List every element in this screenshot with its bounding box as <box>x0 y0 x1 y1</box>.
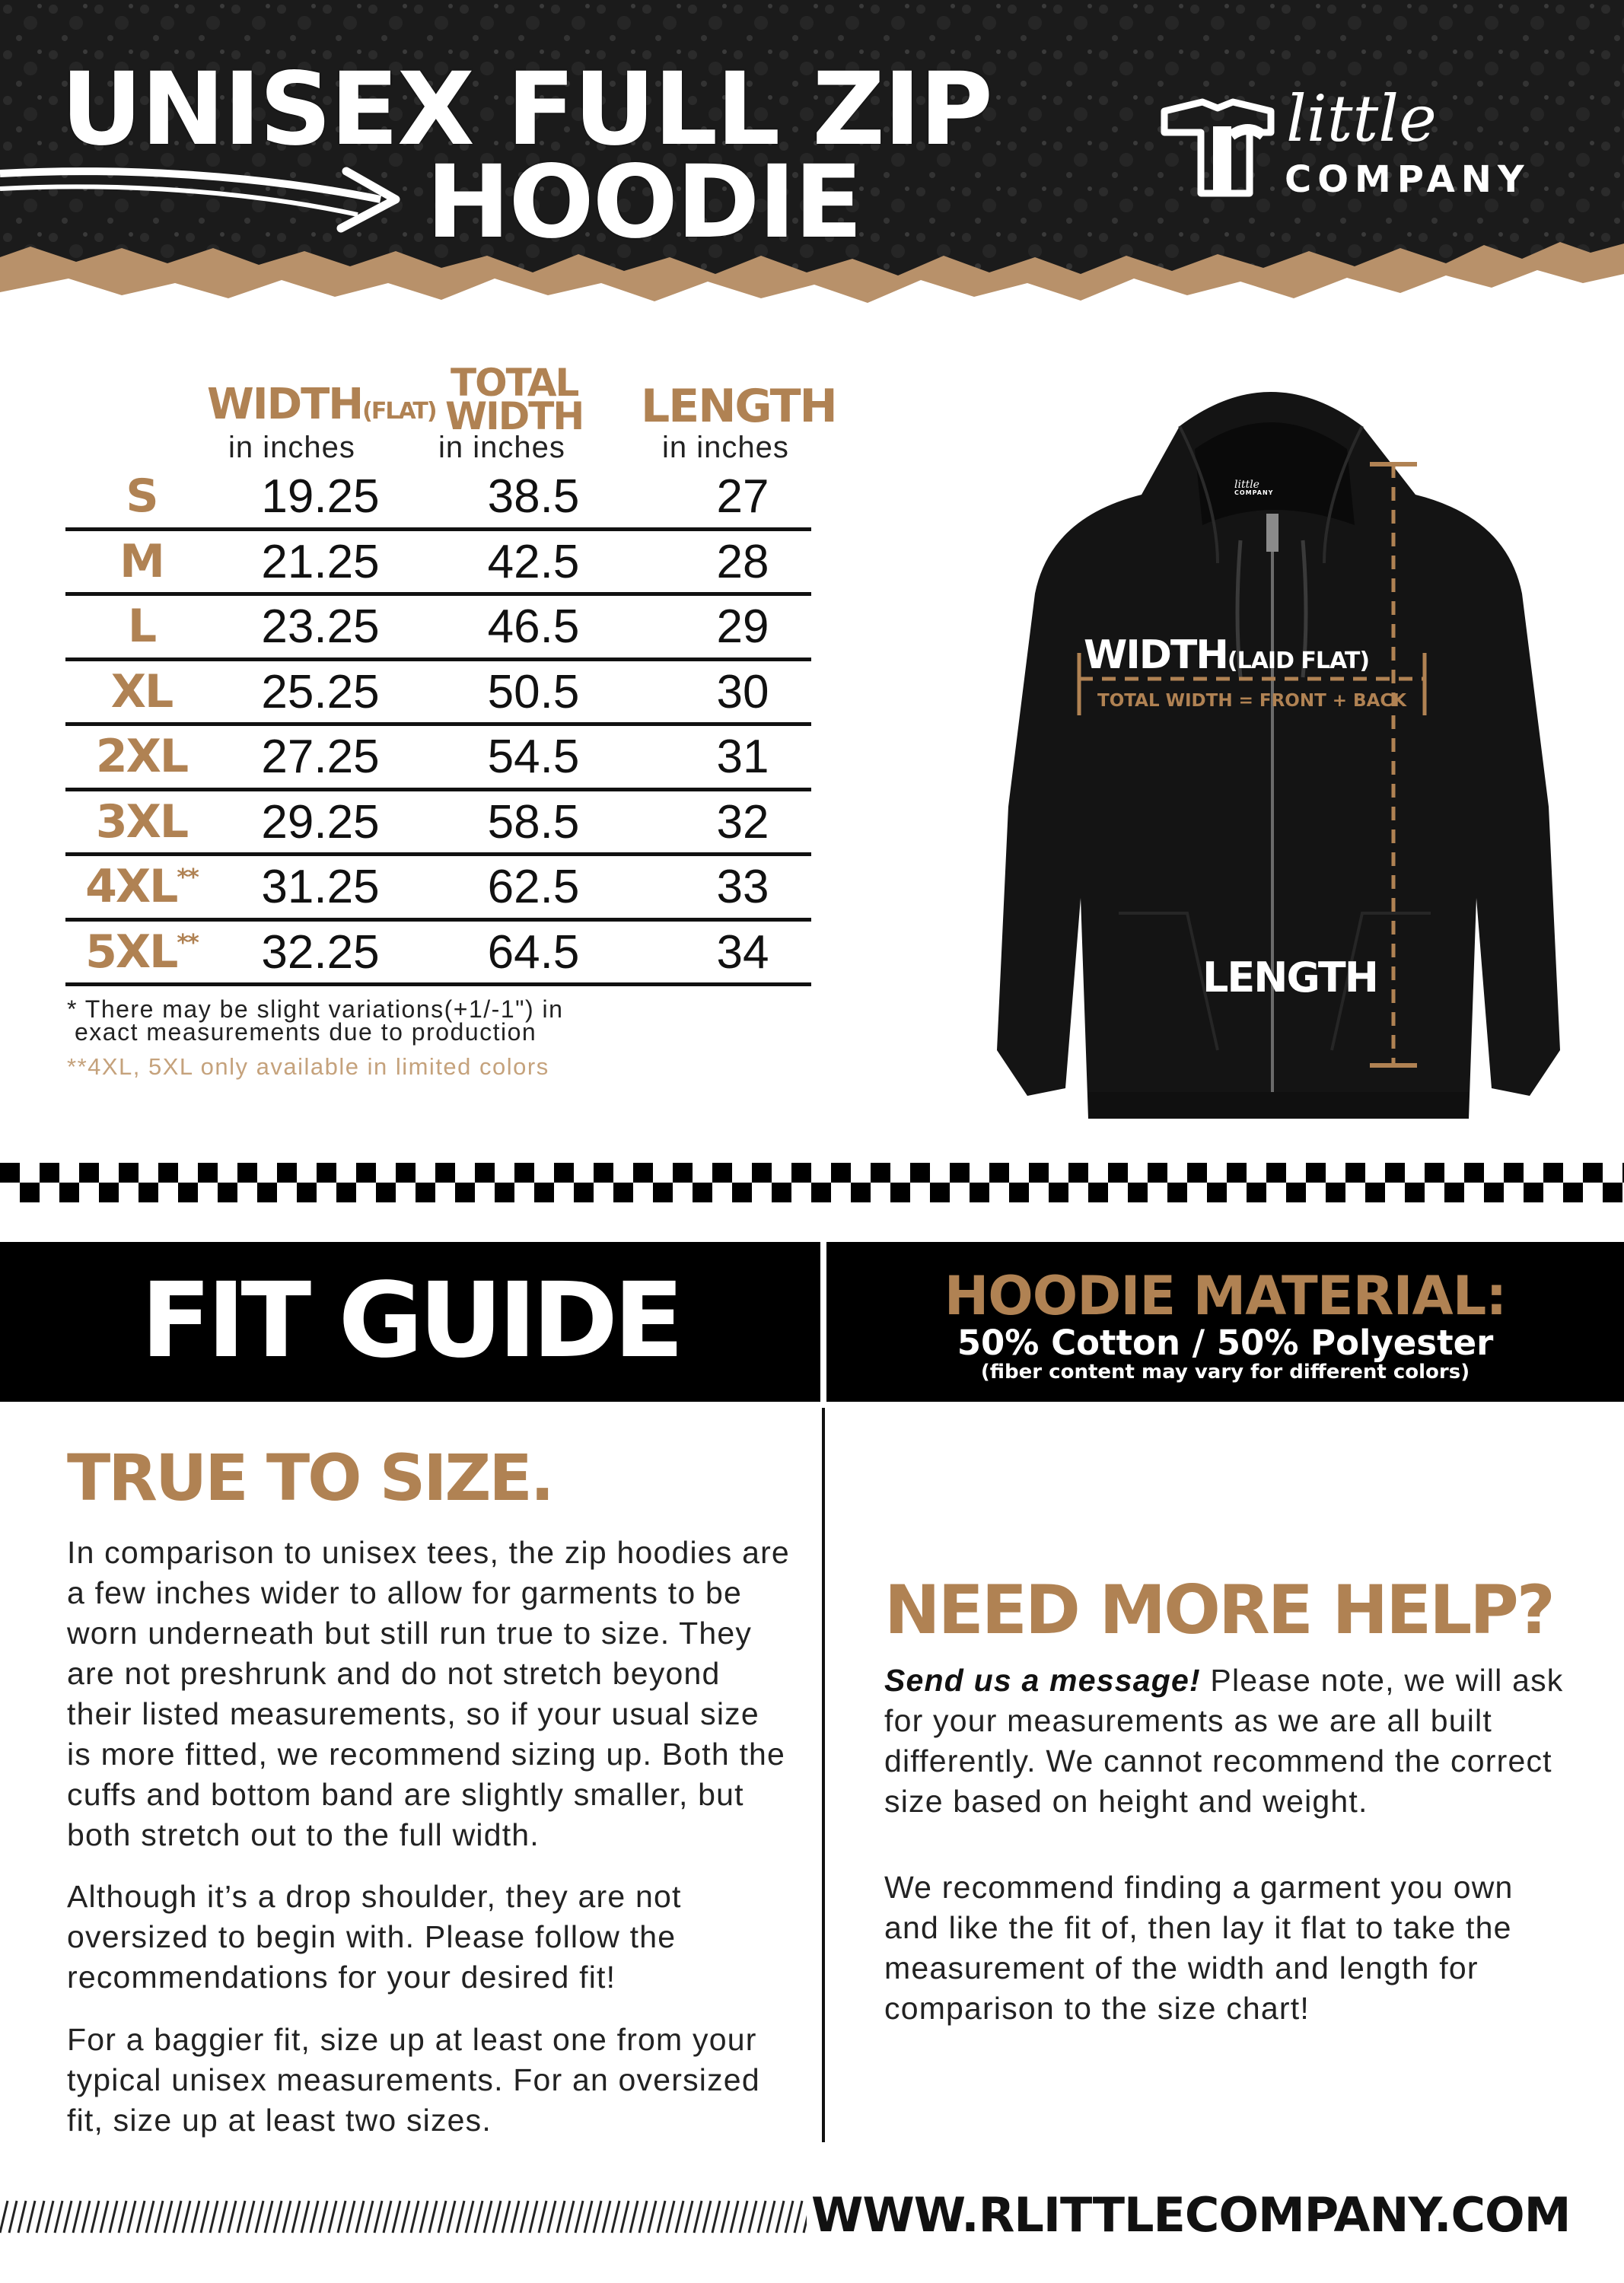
true-to-size-heading: TRUE TO SIZE. <box>67 1441 552 1515</box>
column-header-total-line1: TOTAL <box>451 361 578 405</box>
width-value: 23.25 <box>261 600 380 653</box>
header-banner <box>0 0 1624 327</box>
variation-note-line1: * There may be slight variations(+1/-1") in <box>67 995 564 1023</box>
length-value: 34 <box>716 925 769 979</box>
size-label: XL <box>110 664 173 718</box>
width-value: 31.25 <box>261 861 380 913</box>
logo-company-text: COMPANY <box>1285 158 1530 201</box>
table-row <box>65 466 811 531</box>
total-width-value: 50.5 <box>487 665 580 718</box>
size-label: 2XL <box>95 730 188 783</box>
checker-divider <box>0 1161 1624 1204</box>
column-header-length: LENGTH <box>641 380 836 433</box>
total-width-value: 58.5 <box>487 795 580 849</box>
width-value: 25.25 <box>261 665 380 718</box>
size-label: 5XL** <box>85 925 198 979</box>
size-label: M <box>119 534 164 588</box>
total-width-value: 64.5 <box>487 925 580 979</box>
size-table <box>65 466 811 986</box>
column-unit-length: in inches <box>662 431 789 464</box>
table-row <box>65 531 811 597</box>
brand-logo <box>1157 81 1552 213</box>
size-label: S <box>126 470 158 523</box>
title-line-1: UNISEX FULL ZIP <box>61 51 992 168</box>
logo-script-text: little <box>1286 81 1437 156</box>
length-value: 29 <box>716 600 769 653</box>
length-value: 28 <box>716 535 769 588</box>
title-line-2: HOODIE <box>426 144 861 261</box>
table-row <box>65 922 811 987</box>
total-width-value: 54.5 <box>487 731 580 783</box>
column-unit-width: in inches <box>228 431 355 464</box>
table-row <box>65 726 811 791</box>
help-paragraph-1: Send us a message! Please note, we will ask for your measurements as we are all built differently. We cannot recommend the correct size based on height and weight. <box>884 1663 1564 1819</box>
size-label: L <box>127 600 156 653</box>
material-title: HOODIE MATERIAL: <box>944 1265 1507 1327</box>
table-row <box>65 661 811 727</box>
table-row <box>65 856 811 922</box>
material-note: (fiber content may vary for different colors) <box>980 1361 1470 1383</box>
column-header-total-line2: WIDTH <box>445 394 584 438</box>
need-help-heading: NEED MORE HELP? <box>884 1571 1553 1649</box>
total-width-note: TOTAL WIDTH = FRONT + BACK <box>1097 691 1407 711</box>
column-header-width: WIDTH(FLAT) <box>207 380 436 429</box>
material-composition: 50% Cotton / 50% Polyester <box>957 1323 1494 1363</box>
logo-shirt-icon <box>1157 96 1279 202</box>
hoodie-illustration <box>989 365 1568 1134</box>
help-paragraph-2: We recommend finding a garment you own and like the fit of, then lay it flat to take the measurement of the width and length for comparison to the size chart! <box>884 1870 1514 2026</box>
fit-guide-title: FIT GUIDE <box>140 1261 680 1381</box>
width-value: 21.25 <box>261 535 380 588</box>
limited-colors-note: **4XL, 5XL only available in limited colors <box>67 1053 549 1080</box>
bar-divider <box>820 1242 826 1402</box>
width-value: 27.25 <box>261 731 380 783</box>
fit-paragraph-2: Although it’s a drop shoulder, they are not oversized to begin with. Please follow the recommendations for your desired fit! <box>67 1879 682 1995</box>
length-value: 31 <box>716 731 769 783</box>
length-value: 32 <box>716 795 769 849</box>
table-row <box>65 791 811 857</box>
length-value: 30 <box>716 665 769 718</box>
total-width-value: 46.5 <box>487 600 580 653</box>
table-row <box>65 596 811 661</box>
fit-paragraph-1: In comparison to unisex tees, the zip hoodies are a few inches wider to allow for garments to be worn underneath but still run true to size. They are not preshrunk and do not stretch beyond their listed measurements, so if your usual size is more fitted, we recommend sizing up. Both the cuffs and bottom band are slightly smaller, but both stretch out to the full width. <box>67 1535 790 1852</box>
width-laid-flat-label: WIDTH(LAID FLAT) <box>1084 632 1370 678</box>
chest-logo: little COMPANY <box>1234 479 1274 496</box>
size-label: 4XL** <box>85 860 198 913</box>
total-width-value: 42.5 <box>487 535 580 588</box>
variation-note-line2: exact measurements due to production <box>75 1018 537 1046</box>
length-value: 33 <box>716 861 769 913</box>
width-value: 32.25 <box>261 925 380 979</box>
send-message-link[interactable]: Send us a message! <box>884 1663 1201 1698</box>
total-width-value: 38.5 <box>487 470 580 523</box>
width-value: 29.25 <box>261 795 380 849</box>
website-link[interactable]: WWW.RLITTLECOMPANY.COM <box>811 2187 1571 2243</box>
footer-stripes <box>0 2198 807 2236</box>
length-value: 27 <box>716 470 769 523</box>
fit-paragraph-3: For a baggier fit, size up at least one from your typical unisex measurements. For an oversized fit, size up at least two sizes. <box>67 2022 760 2138</box>
width-value: 19.25 <box>261 470 380 523</box>
size-label: 3XL <box>95 794 188 849</box>
column-unit-total: in inches <box>438 431 565 464</box>
column-divider <box>822 1408 825 2142</box>
total-width-value: 62.5 <box>487 861 580 913</box>
length-label: LENGTH <box>1202 954 1377 1001</box>
